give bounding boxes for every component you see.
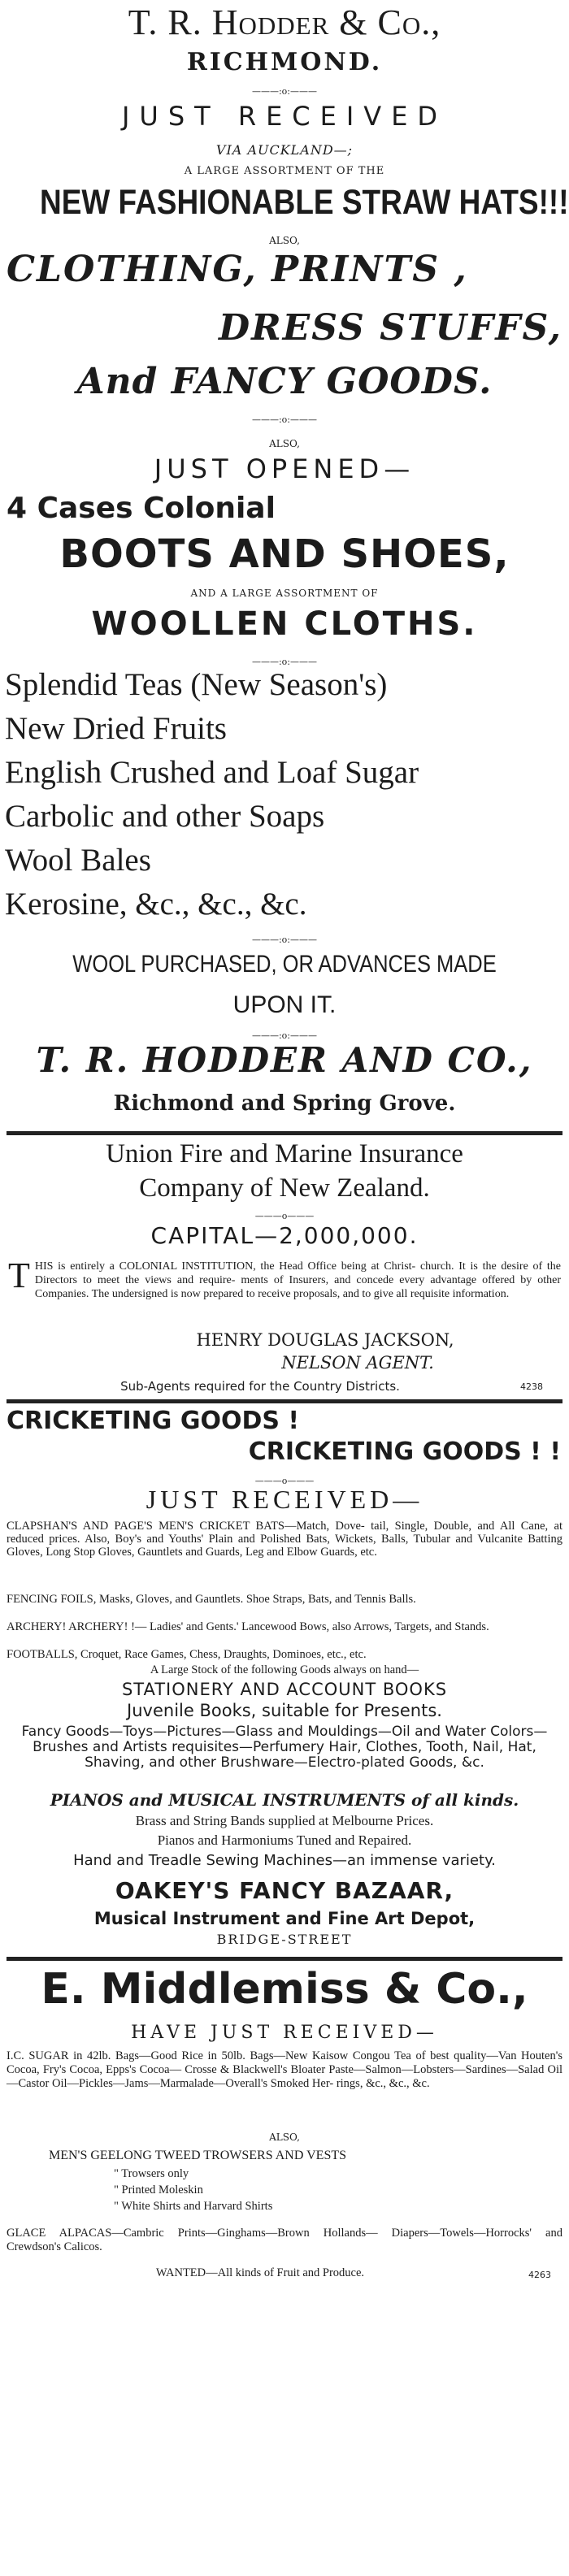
wanted-line: WANTED—All kinds of Fruit and Produce. xyxy=(155,2266,365,2279)
advert-number: 4238 xyxy=(520,1381,543,1392)
street-line: BRIDGE-STREET xyxy=(216,1932,353,1947)
fancy-goods: And FANCY GOODS. xyxy=(76,361,493,402)
cricket-bats-paragraph: CLAPSHAN'S AND PAGE'S MEN'S CRICKET BATS—Match, Dove- tail, Single, Double, and All Cane, at reduced prices. Also, Boy's and Youths' Plain and Polished Bats, Wickets, Balls, Tubular and Vulcanite Batting Gloves, Long Stop Gloves, Gauntlets and Guards, Leg and Elbow Guards, etc. xyxy=(7,1520,562,1559)
just-received-heading-2: JUST RECEIVED— xyxy=(146,1485,423,1514)
separator: ———o——— xyxy=(254,1211,315,1221)
wool-purchased-line: WOOL PURCHASED, OR ADVANCES MADE xyxy=(72,951,497,978)
union-paragraph xyxy=(8,1255,562,1301)
boots-shoes-heading: BOOTS AND SHOES, xyxy=(59,531,510,577)
goods-item: English Crushed and Loaf Sugar xyxy=(5,755,419,790)
advert-divider xyxy=(7,1957,562,1961)
footballs-paragraph: FOOTBALLS, Croquet, Race Games, Chess, Draughts, Dominoes, etc., etc. xyxy=(7,1648,367,1661)
separator: ———:o:——— xyxy=(251,414,318,425)
goods-item: New Dried Fruits xyxy=(5,711,227,746)
alpacas-paragraph: GLACE ALPACAS—Cambric Prints—Ginghams—Brown Hollands— Diapers—Towels—Horrocks' and Crewdson's Calicos. xyxy=(7,2227,562,2253)
middlemiss-title: E. Middlemiss & Co., xyxy=(41,1965,528,2014)
oakey-bazaar-heading: OAKEY'S FANCY BAZAAR, xyxy=(115,1877,454,1904)
depot-line: Musical Instrument and Fine Art Depot, xyxy=(93,1909,476,1928)
cricket-heading-2: CRICKETING GOODS ! ! xyxy=(248,1438,561,1466)
archery-paragraph: ARCHERY! ARCHERY! !— Ladies' and Gents.' Lancewood Bows, also Arrows, Targets, and Stands. xyxy=(7,1620,489,1633)
advert-number: 4263 xyxy=(528,2270,551,2280)
sugar-paragraph: I.C. SUGAR in 42lb. Bags—Good Rice in 50lb. Bags—New Kaisow Congou Tea of best quality—Van Houten's Cocoa, Fry's Cocoa, Epps's Cocoa— Crosse & Blackwell's Bloater Paste—Salmon—Lobsters—Sardines—Salad Oil—Castor Oil—Pickles—Jams—Marmalade—Overall's Smoked Her- rings, &c., &c., &c. xyxy=(7,2049,562,2090)
brass-bands-line: Brass and String Bands supplied at Melbourne Prices. xyxy=(135,1813,434,1828)
just-received-heading: JUST RECEIVED xyxy=(121,101,448,132)
goods-item: Carbolic and other Soaps xyxy=(5,799,325,834)
woollen-cloths-heading: WOOLLEN CLOTHS. xyxy=(91,605,478,643)
pianos-tuned-line: Pianos and Harmoniums Tuned and Repaired. xyxy=(157,1832,412,1848)
have-just-received: HAVE JUST RECEIVED— xyxy=(131,2023,438,2043)
agent-name: HENRY DOUGLAS JACKSON, xyxy=(196,1330,454,1350)
also-text: ALSO, xyxy=(269,235,300,246)
subagents-note: Sub-Agents required for the Country Districts. xyxy=(120,1379,400,1394)
stationery-heading: STATIONERY AND ACCOUNT BOOKS xyxy=(121,1680,448,1699)
union-title-2: Company of New Zealand. xyxy=(139,1173,430,1203)
hodder-address: Richmond and Spring Grove. xyxy=(113,1091,456,1116)
cases-colonial: 4 Cases Colonial xyxy=(7,492,276,525)
geelong-heading: MEN'S GEELONG TWEED TROWSERS AND VESTS xyxy=(49,2149,347,2162)
goods-item: Splendid Teas (New Season's) xyxy=(5,667,388,702)
geelong-sub-item: " Trowsers only xyxy=(114,2167,189,2180)
separator: ———:o:——— xyxy=(251,1030,318,1041)
hodder-location: RICHMOND. xyxy=(186,48,383,76)
juvenile-heading: Juvenile Books, suitable for Presents. xyxy=(127,1701,442,1720)
hodder-title: T. R. Hodder & Co., xyxy=(128,2,441,42)
fencing-paragraph: FENCING FOILS, Masks, Gloves, and Gauntlets. Shoe Straps, Bats, and Tennis Balls. xyxy=(7,1593,416,1606)
separator: ———o——— xyxy=(254,1476,315,1486)
straw-hats-heading: NEW FASHIONABLE STRAW HATS!!! xyxy=(40,183,569,222)
also-text-2: ALSO, xyxy=(269,438,300,449)
union-paragraph-line-1: HIS is entirely a COLONIAL INSTITUTION, the Head Office being at Christ- xyxy=(34,1260,416,1273)
just-opened-heading: JUST OPENED— xyxy=(154,453,415,484)
sewing-machines-line: Hand and Treadle Sewing Machines—an immense variety. xyxy=(73,1852,496,1869)
large-assortment-text: A LARGE ASSORTMENT OF THE xyxy=(184,165,385,177)
capital-heading: CAPITAL—2,000,000. xyxy=(150,1222,419,1249)
advert-divider xyxy=(7,1131,562,1135)
union-title-1: Union Fire and Marine Insurance xyxy=(106,1139,463,1169)
separator: ———:o:——— xyxy=(251,86,318,97)
agent-title: NELSON AGENT. xyxy=(281,1353,434,1373)
drop-cap: T xyxy=(8,1255,30,1295)
hodder-name-footer: T. R. HODDER AND CO., xyxy=(36,1040,533,1080)
union-paragraph-rest: ments of Insurers, and concede every advantage offered by other Companies. The undersigned is now prepared to receive proposals, and to give all requisite information. xyxy=(34,1274,562,1300)
goods-item: Kerosine, &c., &c., &c. xyxy=(5,887,307,922)
separator: ———:o:——— xyxy=(251,935,318,945)
dress-stuffs: DRESS STUFFS, xyxy=(218,307,562,349)
also-text-3: ALSO, xyxy=(269,2131,300,2143)
union-paragraph-line-2: church. It is the desire of the Directors to meet the views and require- xyxy=(34,1260,562,1286)
clothing-prints: CLOTHING, PRINTS , xyxy=(7,249,468,290)
via-auckland: VIA AUCKLAND—; xyxy=(215,142,354,158)
stock-note: A Large Stock of the following Goods always on hand— xyxy=(150,1663,419,1676)
separator: ———:o:——— xyxy=(251,657,318,667)
geelong-sub-item: " White Shirts and Harvard Shirts xyxy=(114,2200,273,2213)
geelong-sub-item: " Printed Moleskin xyxy=(114,2184,203,2197)
wool-purchased-line-2: UPON IT. xyxy=(232,991,337,1018)
goods-item: Wool Bales xyxy=(5,843,151,878)
fancy-goods-paragraph: Fancy Goods—Toys—Pictures—Glass and Mouldings—Oil and Water Colors—Brushes and Artists requisites—Perfumery Hair, Clothes, Tooth, Nail, Hat, Shaving, and other Brushware—Electro-plated Goods, &c. xyxy=(21,1724,548,1771)
pianos-heading: PIANOS and MUSICAL INSTRUMENTS of all kinds. xyxy=(50,1790,519,1810)
advert-divider xyxy=(7,1399,562,1403)
cricket-heading-1: CRICKETING GOODS ! xyxy=(7,1407,300,1435)
large-assortment-text-2: AND A LARGE ASSORTMENT OF xyxy=(190,588,379,599)
